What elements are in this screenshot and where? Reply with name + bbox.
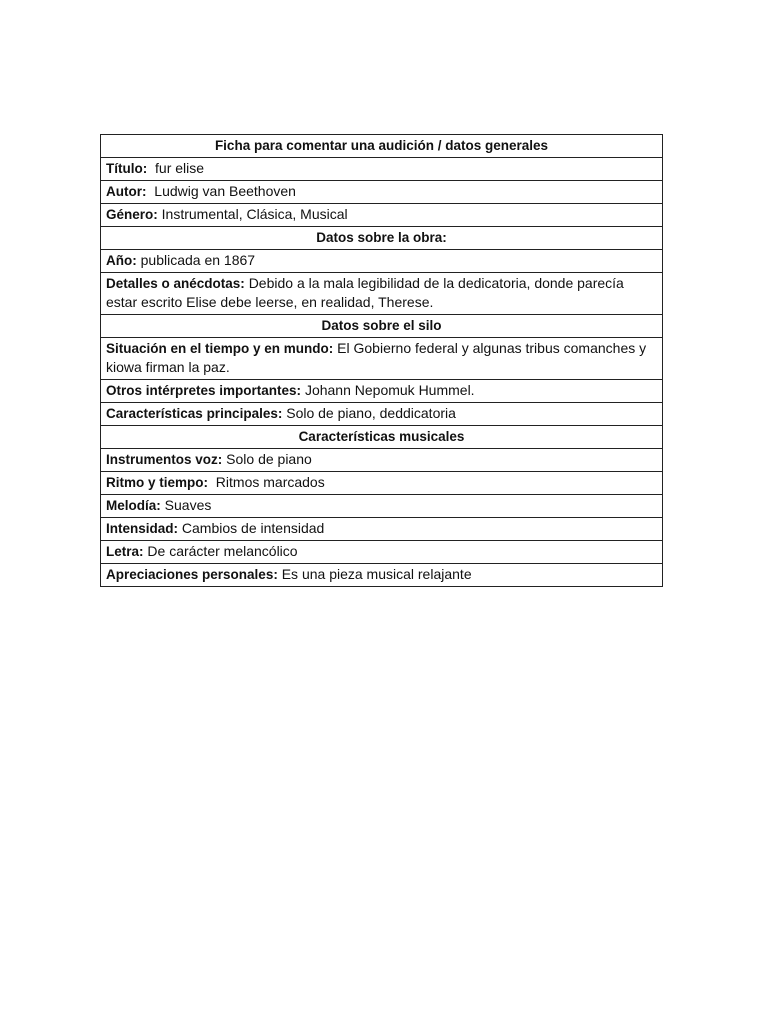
field-personal-assessment	[101, 564, 663, 587]
field-value: El Gobierno federal y algunas tribus comanches y kiowa firman la paz.	[106, 340, 647, 375]
field-author	[101, 181, 663, 204]
field-value: Solo de piano	[226, 451, 312, 467]
table-row	[101, 518, 663, 541]
field-value: fur elise	[155, 160, 205, 176]
field-label: Autor:	[106, 184, 147, 199]
table-row	[101, 564, 663, 587]
field-label: Intensidad:	[106, 521, 179, 536]
table-row	[101, 403, 663, 426]
field-label: Género:	[106, 207, 158, 222]
field-label: Ritmo y tiempo:	[106, 475, 209, 490]
field-intensity	[101, 518, 663, 541]
field-value: De carácter melancólico	[147, 543, 298, 559]
field-label: Melodía:	[106, 498, 161, 513]
field-melody	[101, 495, 663, 518]
section-heading-general: Ficha para comentar una audición / datos generales	[101, 135, 663, 158]
field-label: Instrumentos voz:	[106, 452, 223, 467]
field-label: Detalles o anécdotas:	[106, 276, 245, 291]
field-value: publicada en 1867	[140, 252, 256, 268]
section-heading-work: Datos sobre la obra:	[101, 227, 663, 250]
field-other-performers	[101, 380, 663, 403]
table-row	[101, 181, 663, 204]
section-heading-century: Datos sobre el silo	[101, 315, 663, 338]
field-historical-context	[101, 338, 663, 380]
field-value: Johann Nepomuk Hummel.	[304, 382, 475, 398]
field-label: Situación en el tiempo y en mundo:	[106, 341, 334, 356]
audition-sheet-table	[100, 134, 663, 587]
field-rhythm	[101, 472, 663, 495]
field-label: Letra:	[106, 544, 144, 559]
table-row	[101, 227, 663, 250]
table-row	[101, 158, 663, 181]
field-label: Año:	[106, 253, 137, 268]
field-value: Solo de piano, deddicatoria	[286, 405, 456, 421]
field-value: Es una pieza musical relajante	[281, 566, 472, 582]
table-row	[101, 495, 663, 518]
field-label: Características principales:	[106, 406, 283, 421]
field-value: Suaves	[164, 497, 212, 513]
field-label: Apreciaciones personales:	[106, 567, 278, 582]
field-label: Otros intérpretes importantes:	[106, 383, 302, 398]
section-heading-musical: Características musicales	[101, 426, 663, 449]
field-genre	[101, 204, 663, 227]
table-row	[101, 426, 663, 449]
field-lyrics	[101, 541, 663, 564]
field-value: Debido a la mala legibilidad de la dedicatoria, donde parecía estar escrito Elise debe leerse, en realidad, Therese.	[106, 275, 624, 310]
field-main-features	[101, 403, 663, 426]
field-value: Instrumental, Clásica, Musical	[161, 206, 348, 222]
table-row	[101, 135, 663, 158]
field-details	[101, 273, 663, 315]
table-row	[101, 472, 663, 495]
table-row	[101, 338, 663, 380]
document-page	[100, 134, 663, 587]
table-row	[101, 204, 663, 227]
table-row	[101, 541, 663, 564]
field-label: Título:	[106, 161, 148, 176]
table-row	[101, 315, 663, 338]
field-value: Cambios de intensidad	[181, 520, 325, 536]
table-row	[101, 380, 663, 403]
table-row	[101, 449, 663, 472]
table-row	[101, 273, 663, 315]
field-title	[101, 158, 663, 181]
field-instruments	[101, 449, 663, 472]
field-year	[101, 250, 663, 273]
field-value: Ritmos marcados	[215, 474, 325, 490]
table-row	[101, 250, 663, 273]
field-value: Ludwig van Beethoven	[154, 183, 296, 199]
